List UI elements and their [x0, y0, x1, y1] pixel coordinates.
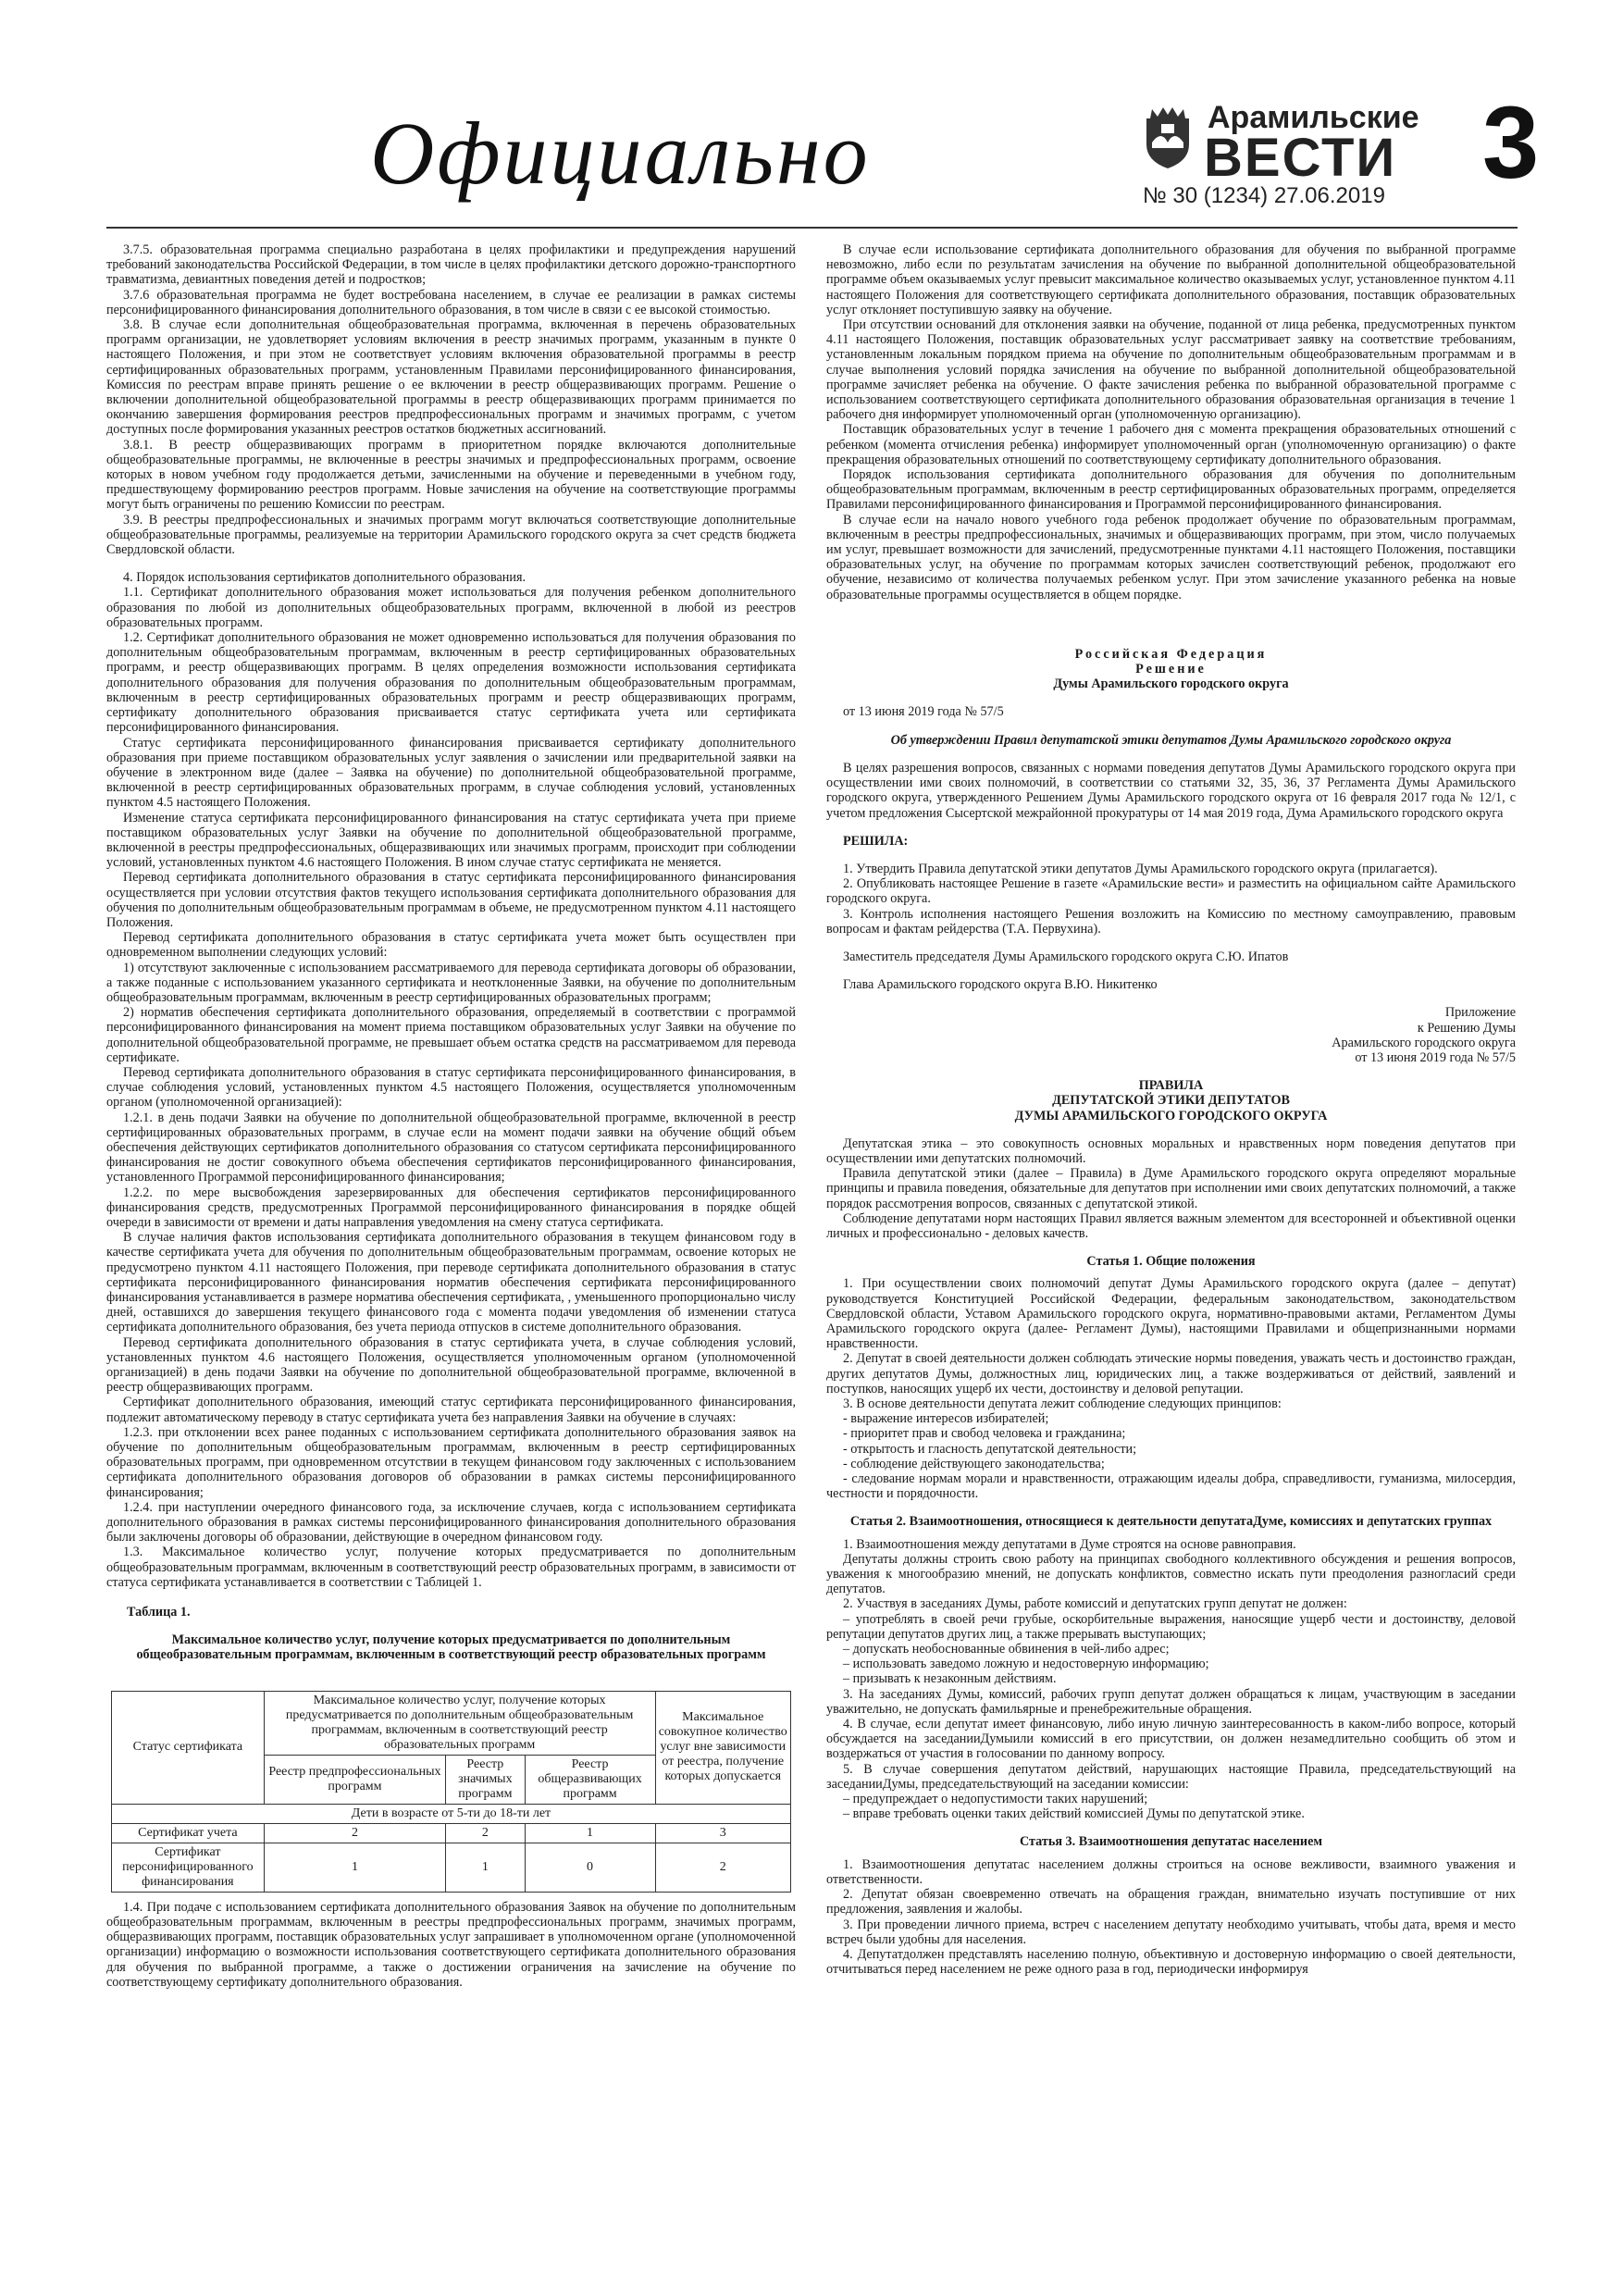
- head-signature: Глава Арамильского городского округа В.Ю. Никитенко: [843, 977, 1158, 993]
- rules-title: ДУМЫ АРАМИЛЬСКОГО ГОРОДСКОГО ОКРУГА: [1014, 1108, 1328, 1123]
- paragraph: Перевод сертификата дополнительного образования в статус сертификата персонифицированного финансирования осуществляется при условии отсутствия фактов текущего использования сертификата дополнительного образования для обучения по дополнительным общеобразовательным программам в объеме, не предусмотренном пунктом 4.11 настоящего Положения.: [106, 870, 796, 930]
- list-item: – употреблять в своей речи грубые, оскорбительные выражения, наносящие ущерб чести и достоинству, деловой репутации депутатов других лиц, а также прерывать выступающих;: [826, 1611, 1516, 1642]
- paragraph: 3.9. В реестры предпрофессиональных и значимых программ могут включаться соответствующие дополнительные общеобразовательные программы, реализуемые на территории Арамильского городского округа за счет средств бюджета Свердловской области.: [106, 512, 796, 558]
- duma-heading: Думы Арамильского городского округа: [1053, 676, 1289, 692]
- table-header-status: Статус сертификата: [112, 1691, 265, 1804]
- resolved-heading: РЕШИЛА:: [843, 833, 909, 849]
- paragraph: В случае если использование сертификата дополнительного образования для обучения по выбранной программе невозможно, либо если по результатам зачисления на обучение по выбранной дополнительной общеобразовательной программе объем оказываемых услуг превысит максимальное количество оказываемых услуг, установленное пунктом 4.11 настоящего Положения для соответствующего сертификата дополнительного образования, поставщик образовательных услуг отклоняет поступившую заявку на обучение.: [826, 242, 1516, 317]
- table-title: Максимальное количество услуг, получение которых предусматривается по дополнительным общеобразовательным программам, включенным в соответствующий реестр образовательных программ: [136, 1632, 766, 1663]
- paragraph: 3. При проведении личного приема, встреч с населением депутату необходимо учитывать, чтобы дата, время и место встреч были удобны для населения.: [826, 1917, 1516, 1947]
- paragraph: Перевод сертификата дополнительного образования в статус сертификата персонифицированного финансирования, в случае соблюдения условий, установленных пунктом 4.5 настоящего Положения, осуществляется уполномоченным органом (уполномоченной организацией):: [106, 1064, 796, 1111]
- paragraph: 1.3. Максимальное количество услуг, получение которых предусматривается по дополнительным общеобразовательным программам, включенным в соответствующий реестр образовательных программ, в зависимости от статуса сертификата устанавливается в соответствии с Таблицей 1.: [106, 1545, 796, 1590]
- table-caption: Таблица 1.: [127, 1605, 191, 1620]
- paragraph: Порядок использования сертификата дополнительного образования для обучения по дополнительным общеобразовательным программам, включенным в реестр сертифицированных образовательных программ, определяется Правилами персонифицированного финансирования и Программой персонифицированного финансирования.: [826, 467, 1516, 513]
- table-cell: 2: [264, 1823, 445, 1843]
- paragraph: 2) норматив обеспечения сертификата дополнительного образования, определяемый в соответствии с программой персонифицированного финансирования на момент приема поставщиком образовательных услуг Заявки на обучение по дополнительной общеобразовательной программе, не превышает объем остатка средств на рассматриваемом для перевода сертификате.: [106, 1005, 796, 1065]
- paragraph: 4. В случае, если депутат имеет финансовую, либо иную личную заинтересованность в каком-либо вопросе, который обсуждается на заседанииДумыили комиссий в его присутствии, он должен незамедлительно сообщить об этом и воздержаться от участия в голосовании по данному вопросу.: [826, 1717, 1516, 1762]
- brand-name-small: Арамильские: [1208, 100, 1419, 135]
- paragraph: Депутатская этика – это совокупность основных моральных и нравственных норм поведения депутатов при осуществлении ими депутатских полномочий.: [826, 1136, 1516, 1166]
- table-cell: 0: [525, 1843, 655, 1892]
- table-header-max: Максимальное количество услуг, получение которых предусматривается по дополнительным общеобразовательным программам, включенным в соответствующий реестр образовательных программ: [264, 1691, 655, 1755]
- list-item: – призывать к незаконным действиям.: [843, 1671, 1057, 1687]
- header-rule: [106, 227, 1518, 229]
- table-subheader-prof: Реестр предпрофессиональных программ: [264, 1755, 445, 1804]
- right-column: [826, 242, 1516, 1977]
- list-item: - следование нормам морали и нравственности, отражающим идеалы добра, справедливости, гуманизма, милосердия, честности и порядочности.: [826, 1471, 1516, 1502]
- section-title: Официально: [370, 104, 871, 203]
- paragraph: 1.1. Сертификат дополнительного образования может использоваться для получения ребенком дополнительного образования по любой из дополнительных общеобразовательных программ, включенной в любой из реестров образовательных программ.: [106, 585, 796, 630]
- table-age-row: Дети в возрасте от 5-ти до 18-ти лет: [112, 1804, 791, 1823]
- paragraph: Перевод сертификата дополнительного образования в статус сертификата учета, в случае соблюдения условий, установленных пунктом 4.6 настоящего Положения, осуществляется уполномоченным органом (уполномоченной организацией) в день подачи Заявки на обучение по дополнительной общеобразовательной программе, включенной в реестр общеразвивающих программ.: [106, 1334, 796, 1396]
- left-column: [106, 242, 796, 1990]
- paragraph: 4. Порядок использования сертификатов дополнительного образования.: [123, 570, 527, 586]
- table-cell: 1: [264, 1843, 445, 1892]
- decision-heading: Решение: [1135, 662, 1207, 677]
- paragraph: 3.8. В случае если дополнительная общеобразовательная программа, включенная в перечень образовательных программ организации, не удовлетворяет условиям включения в реестр значимых программ, указанным в пункте 0 настоящего Положения, и при этом не соответствует условиям включения образовательной программы в реестр сертифицированных образовательных программ, установленным Правилами персонифицированного финансирования, Комиссия по реестрам вправе принять решение о ее включении в реестр общеразвивающих программ. Решение о включении дополнительной общеобразовательной программы в реестр общеразвивающих программ принимается по окончанию завершения формирования реестров предпрофессиональных программ и значимых программ, с учетом доступных после формирования указанных реестров остатков бюджетных ассигнований.: [106, 317, 796, 438]
- rules-title: ПРАВИЛА: [1138, 1078, 1204, 1094]
- masthead: [102, 86, 1540, 208]
- paragraph: 5. В случае совершения депутатом действий, нарушающих настоящие Правила, председательствующий на заседанииДумы, председательствующий на заседании комиссии:: [826, 1761, 1516, 1792]
- paragraph: 4. Депутатдолжен представлять населению полную, объективную и достоверную информацию о своей деятельности, отчитываться перед населением не реже одного раза в год, периодически информируя: [826, 1946, 1516, 1978]
- paragraph: 1. Взаимоотношения между депутатами в Думе строятся на основе равноправия.: [843, 1536, 1296, 1552]
- paragraph: 1) отсутствуют заключенные с использованием рассматриваемого для перевода сертификата договоры об образовании, а также поданные с использованием указанного сертификата и неотклоненные Заявки, на обучение по дополнительным общеобразовательным программам, включенным в реестр сертифицированных образовательных программ;: [106, 960, 796, 1005]
- table-cell: 2: [446, 1823, 525, 1843]
- appendix-line: от 13 июня 2019 года № 57/5: [1355, 1049, 1516, 1065]
- paragraph: Поставщик образовательных услуг в течение 1 рабочего дня с момента прекращения образовательных отношений с ребенком (момента отчисления ребенка) информирует уполномоченный орган (уполномоченную организацию) о факте прекращения образовательных отношений по соответствующему сертификату дополнительного образования.: [826, 422, 1516, 467]
- brand-name-big: ВЕСТИ: [1204, 128, 1397, 188]
- paragraph: При отсутствии оснований для отклонения заявки на обучение, поданной от лица ребенка, предусмотренных пунктом 4.11 настоящего Положения, поставщик образовательных услуг рассматривает заявку на соответствие требованиям, установленным локальным порядком приема на обучение по дополнительным общеобразовательным программам и в случае выполнения условий порядка зачисления на обучение по выбранной дополнительной общеобразовательной программе зачисляет ребенка на обучение. О факте зачисления ребенка по выбранной образовательной программе с использованием соответствующего сертификата дополнительного образования образовательная организация в течение 1 рабочего дня информирует уполномоченный орган (уполномоченную организацию).: [826, 317, 1516, 423]
- paragraph: 1.2.2. по мере высвобождения зарезервированных для обеспечения сертификатов персонифицированного финансирования средств, предусмотренных Программой персонифицированного финансирования в порядке общей очереди в зависимости от времени и даты направления уведомления на смену статуса сертификата.: [106, 1185, 796, 1230]
- list-item: – использовать заведомо ложную и недостоверную информацию;: [843, 1657, 1209, 1672]
- paragraph: 2. Участвуя в заседаниях Думы, работе комиссий и депутатских групп депутат не должен:: [843, 1596, 1347, 1612]
- list-item: - выражение интересов избирателей;: [843, 1411, 1049, 1427]
- rules-title: ДЕПУТАТСКОЙ ЭТИКИ ДЕПУТАТОВ: [1052, 1093, 1290, 1109]
- list-item: - соблюдение действующего законодательства;: [843, 1456, 1105, 1471]
- appendix-line: Приложение: [1444, 1005, 1516, 1021]
- paragraph: 1.4. При подаче с использованием сертификата дополнительного образования Заявок на обучение по дополнительным общеобразовательным программам, включенным в реестры предпрофессиональных программ, значимых программ, общеразвивающих программ, поставщик образовательных услуг запрашивает в уполномоченном органе (уполномоченной организации) информацию о возможности использования соответствующего сертификата дополнительного образования для обучения по выбранной программе, а также о достижении ограничения на зачисление на обучение по соответствующему сертификату дополнительного образования.: [106, 1899, 796, 1990]
- table-cell: 1: [525, 1823, 655, 1843]
- paragraph: В целях разрешения вопросов, связанных с нормами поведения депутатов Думы Арамильского городского округа при осуществлении ими своих полномочий, в соответствии со статьями 32, 35, 36, 37 Регламента Думы Арамильского городского округа, утвержденного Решением Думы Арамильского городского округа от 16 февраля 2017 года № 12/1, с учетом предложения Сысертской межрайонной прокуратуры от 14 мая 2019 года, Дума Арамильского городского округа: [826, 760, 1516, 821]
- paragraph: 1.2.3. при отклонении всех ранее поданных с использованием сертификата дополнительного образования заявок на обучение по дополнительным общеобразовательным программам, включенным в реестр сертифицированных образовательных программ, при одновременном отсутствии в текущем финансовом году заключенных с использованием сертификата дополнительного образования договоров об образовании в рамках системы персонифицированного финансирования;: [106, 1424, 796, 1500]
- appendix-line: к Решению Думы: [1417, 1020, 1516, 1036]
- country-heading: Российская Федерация: [1074, 646, 1268, 662]
- paragraph: 1.2. Сертификат дополнительного образования не может одновременно использоваться для получения образования по дополнительным общеобразовательным программам, включенным в реестр сертифицированных образовательных программ, и реестр общеразвивающих программ. В целях определения возможности использования сертификата дополнительного образования для получения образования по дополнительным общеобразовательным программам, включенным в реестр сертифицированных образовательных программ и реестр общеразвивающих программ, сертификату дополнительного образования присваивается статус сертификата учета или сертификата персонифицированного финансирования.: [106, 630, 796, 736]
- list-item: - открытость и гласность депутатской деятельности;: [843, 1441, 1137, 1457]
- paragraph: 3. Контроль исполнения настоящего Решения возложить на Комиссию по местному самоуправлению, правовым вопросам и фактам рейдерства (Т.А. Первухина).: [826, 906, 1516, 937]
- list-item: - приоритет прав и свобод человека и гражданина;: [843, 1426, 1126, 1442]
- deputy-signature: Заместитель председателя Думы Арамильского городского округа С.Ю. Ипатов: [843, 949, 1289, 964]
- list-item: – вправе требовать оценки таких действий комиссией Думы по депутатской этике.: [843, 1806, 1305, 1822]
- paragraph: Правила депутатской этики (далее – Правила) в Думе Арамильского городского округа определяют моральные принципы и правила поведения, обязательные для депутатов при исполнении ими своих депутатских полномочий, а также порядок рассмотрения вопросов, связанных с депутатской этикой.: [826, 1166, 1516, 1211]
- page-number: 3: [1482, 86, 1540, 200]
- paragraph: 3. На заседаниях Думы, комиссий, рабочих групп депутат должен обращаться к лицам, участвующим в заседании уважительно, не допускать фамильярные и пренебрежительные обращения.: [826, 1686, 1516, 1717]
- paragraph: Перевод сертификата дополнительного образования в статус сертификата учета может быть осуществлен при одновременном выполнении следующих условий:: [106, 930, 796, 961]
- paragraph: 3.7.5. образовательная программа специально разработана в целях профилактики и предупреждения нарушений требований законодательства Российской Федерации, в том числе в целях профилактики детского дорожно-транспортного травматизма, девиантных поведения детей и подростков;: [106, 242, 796, 288]
- paragraph: 1. Утвердить Правила депутатской этики депутатов Думы Арамильского городского округа (прилагается).: [843, 861, 1438, 876]
- article-heading: Статья 1. Общие положения: [1086, 1254, 1256, 1270]
- article-heading: Статья 3. Взаимоотношения депутатас населением: [1019, 1834, 1323, 1850]
- paragraph: 2. Депутат в своей деятельности должен соблюдать этические нормы поведения, уважать честь и достоинство граждан, других депутатов Думы, должностных лиц, юридических лиц, а также воздерживаться от действий, заявлений и поступков, наносящих ущерб их чести, достоинству и деловой репутации.: [826, 1351, 1516, 1396]
- table-cell: Сертификат учета: [112, 1823, 265, 1843]
- list-item: – предупреждает о недопустимости таких нарушений;: [843, 1792, 1148, 1807]
- paragraph: Депутаты должны строить свою работу на принципах свободного коллективного обсуждения и решения вопросов, уважения к многообразию мнений, не допускать конфликтов, совместно искать пути преодоления разногласий среди депутатов.: [826, 1551, 1516, 1597]
- coat-of-arms-icon: [1143, 105, 1193, 170]
- issue-number-date: № 30 (1234) 27.06.2019: [1143, 183, 1385, 208]
- newspaper-logo: [1143, 100, 1476, 188]
- decision-date: от 13 июня 2019 года № 57/5: [843, 704, 1004, 720]
- paragraph: 2. Опубликовать настоящее Решение в газете «Арамильские вести» и разместить на официальном сайте Арамильского городского округа.: [826, 876, 1516, 907]
- decision-title: Об утверждении Правил депутатской этики депутатов Думы Арамильского городского округа: [890, 732, 1452, 748]
- table-subheader-significant: Реестр значимых программ: [446, 1755, 525, 1804]
- paragraph: 2. Депутат обязан своевременно отвечать на обращения граждан, внимательно изучать поступившие от них предложения, заявления и жалобы.: [826, 1887, 1516, 1917]
- table-row: [112, 1823, 791, 1843]
- paragraph: 1.2.4. при наступлении очередного финансового года, за исключение случаев, когда с использованием сертификата дополнительного образования в рамках системы персонифицированного финансирования дополнительного образования были заключены договоры об образовании, действующие в очередном финансовом году.: [106, 1499, 796, 1545]
- list-item: – допускать необоснованные обвинения в чей-либо адрес;: [843, 1642, 1170, 1657]
- table-cell: 2: [655, 1843, 791, 1892]
- paragraph: 3.8.1. В реестр общеразвивающих программ в приоритетном порядке включаются дополнительные общеобразовательные программы, не включенные в реестры значимых и предпрофессиональных программ, освоение которых в новом учебном году продолжается детьми, зачисленными на обучение и переведенными в учебном году, предшествующему формированию реестров программ. Новые зачисления на обучение на соответствующие программы могут быть ограничены по решению Комиссии по реестрам.: [106, 437, 796, 513]
- article-heading: Статья 2. Взаимоотношения, относящиеся к деятельности депутатаДуме, комиссиях и депутатских группах: [849, 1514, 1493, 1530]
- paragraph: В случае наличия фактов использования сертификата дополнительного образования в текущем финансовом году в качестве сертификата учета для обучения по дополнительным общеобразовательным программам, освоение которых не предусмотрено пунктом 4.11 настоящего Положения, при переводе сертификата дополнительного образования в статус сертификата персонифицированного финансирования норматив обеспечения сертификата персонифицированного финансирования устанавливается в размере норматива обеспечения сертификата, , уменьшенного пропорционально числу дней, оставшихся до завершения текущего финансового года с момента подачи уведомления об изменении статуса сертификата дополнительного образования, без учета периода отпусков в системе дополнительного образования.: [106, 1230, 796, 1335]
- paragraph: 1. Взаимоотношения депутатас населением должны строиться на основе вежливости, взаимного уважения и ответственности.: [826, 1856, 1516, 1887]
- table-header-total: Максимальное совокупное количество услуг вне зависимости от реестра, получение которых допускается: [655, 1691, 791, 1804]
- table-cell: 1: [446, 1843, 525, 1892]
- paragraph: 1.2.1. в день подачи Заявки на обучение по дополнительной общеобразовательной программе, включенной в реестр сертифицированных образовательных программ, в случае если на момент подачи заявки на обучение общий объем обеспечения действующих сертификатов дополнительного образования со статусом сертификата персонифицированного финансирования не достиг совокупного объема обеспечения сертификатов персонифицированного финансирования, установленного Программой персонифицированного финансирования;: [106, 1110, 796, 1185]
- paragraph: В случае если на начало нового учебного года ребенок продолжает обучение по образовательным программам, включенным в реестры предпрофессиональных, значимых и общеразвивающих программ, при этом, число получаемых им услуг, превышает возможности для зачислений, предусмотренные пунктами 4.11 настоящего Положения, поставщики образовательных услуг, на обучение по программам которых зачислен соответствующий ребенок, продолжают его обучение, независимо от количества получаемых ребенком услуг. При этом зачисление указанного ребенка на новые образовательные программы осуществляется в общем порядке.: [826, 512, 1516, 602]
- paragraph: Статус сертификата персонифицированного финансирования присваивается сертификату дополнительного образования при приеме поставщиком образовательных услуг заявления о зачислении или предварительной заявки на обучение в электронном виде (далее – Заявка на обучение) по дополнительной общеобразовательной программе, включенной в реестр сертифицированных образовательных программ, в случае соблюдения условий, установленных пунктом 4.5 настоящего Положения.: [106, 735, 796, 811]
- paragraph: 3.7.6 образовательная программа не будет востребована населением, в случае ее реализации в рамках системы персонифицированного финансирования дополнительного образования, в том числе в связи с ее высокой стоимостью.: [106, 287, 796, 317]
- table-subheader-general: Реестр общеразвивающих программ: [525, 1755, 655, 1804]
- paragraph: Сертификат дополнительного образования, имеющий статус сертификата персонифицированного финансирования, подлежит автоматическому переводу в статус сертификата учета без направления Заявки на обучение в случаях:: [106, 1395, 796, 1425]
- paragraph: 1. При осуществлении своих полномочий депутат Думы Арамильского городского округа (далее – депутат) руководствуется Конституцией Российской Федерации, федеральным законодательством, законодательством Свердловской области, Уставом Арамильского городского округа, нормативно-правовыми актами, Регламентом Думы Арамильского городского округа (далее- Регламент Думы), настоящими Правилами и общепризнанными нормами нравственности.: [826, 1276, 1516, 1352]
- paragraph: Соблюдение депутатами норм настоящих Правил является важным элементом для всесторонней и объективной оценки личных и профессионально - деловых качеств.: [826, 1210, 1516, 1241]
- paragraph: Изменение статуса сертификата персонифицированного финансирования на статус сертификата учета при приеме поставщиком образовательных услуг Заявки на обучение по дополнительной общеобразовательной программе, включенной в реестры предпрофессиональных, общеразвивающих или значимых программ, происходит при соблюдении условий, установленных пунктом 4.6 настоящего Положения. В ином случае статус сертификата не меняется.: [106, 810, 796, 871]
- table-cell: 3: [655, 1823, 791, 1843]
- table-row: [112, 1843, 791, 1892]
- appendix-line: Арамильского городского округа: [1332, 1035, 1516, 1050]
- paragraph: 3. В основе деятельности депутата лежит соблюдение следующих принципов:: [843, 1396, 1282, 1411]
- table-cell: Сертификат персонифицированного финансирования: [112, 1843, 265, 1892]
- certificate-services-table: [111, 1691, 791, 1893]
